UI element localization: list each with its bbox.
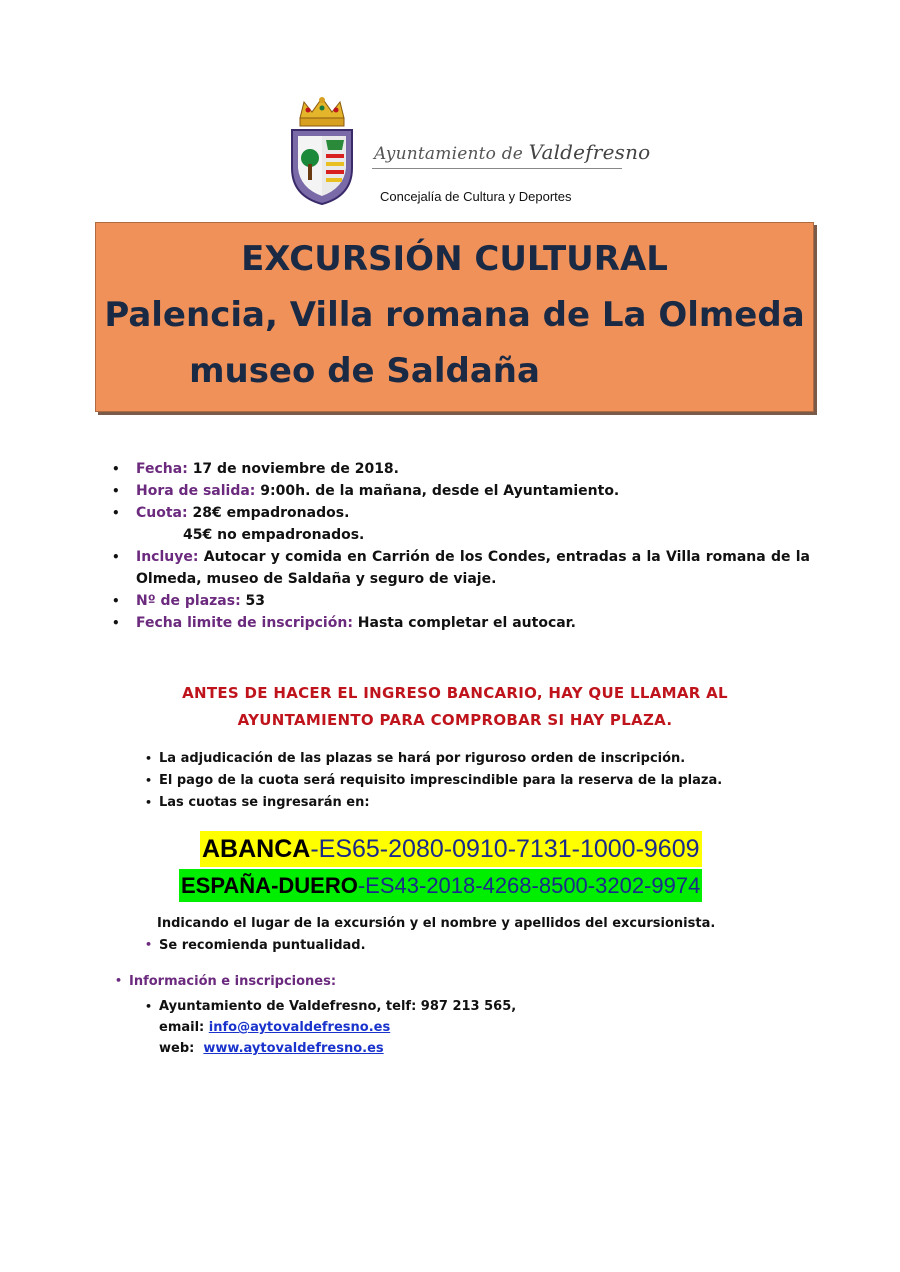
warning-line-2: AYUNTAMIENTO PARA COMPROBAR SI HAY PLAZA. [237,711,673,729]
contact-info [145,996,516,1059]
contact-phone: • Ayuntamiento de Valdefresno, telf: 987 213 565, [145,996,516,1017]
detail-fee-non-resident: 45€ no empadronados. [183,527,365,543]
email-link[interactable]: info@aytovaldefresno.es [208,1020,391,1035]
title-line-3: museo de Saldaña [189,351,540,391]
rule-item: • La adjudicación de las plazas se hará por riguroso orden de inscripción. [145,748,825,770]
rule-item: • El pago de la cuota será requisito imprescindible para la reserva de la plaza. [145,770,825,792]
header-rule [372,168,622,169]
department-name: Concejalía de Cultura y Deportes [380,189,572,204]
municipal-crest-icon [286,96,358,206]
detail-deadline: • Fecha limite de inscripción: Hasta completar el autocar. [110,612,810,634]
rule-item: • Las cuotas se ingresarán en: [145,792,825,814]
info-heading: • Información e inscripciones: [115,974,336,989]
payment-reference-note: Indicando el lugar de la excursión y el nombre y apellidos del excursionista. [157,916,716,931]
detail-fee: • Cuota: 28€ empadronados. [110,502,810,524]
contact-web: web: www.aytovaldefresno.es [159,1041,384,1056]
website-link[interactable]: www.aytovaldefresno.es [203,1041,384,1056]
title-box [95,222,814,412]
title-line-1: EXCURSIÓN CULTURAL [241,239,668,279]
bank-account-abanca: ABANCA-ES65-2080-0910-7131-1000-9609 [200,831,702,867]
detail-seats: • Nº de plazas: 53 [110,590,810,612]
contact-email: email: info@aytovaldefresno.es [159,1020,391,1035]
municipality-name: Ayuntamiento de Valdefresno [374,140,651,164]
payment-warning [95,680,815,734]
punctuality-note: • Se recomienda puntualidad. [145,938,366,953]
event-details-list [110,458,810,634]
detail-includes: • Incluye: Autocar y comida en Carrión de los Condes, entradas a la Villa romana de la Olmeda, museo de Saldaña y seguro de viaje. [110,546,810,590]
detail-departure: • Hora de salida: 9:00h. de la mañana, desde el Ayuntamiento. [110,480,810,502]
bank-account-espana-duero: ESPAÑA-DUERO-ES43-2018-4268-8500-3202-9974 [179,869,702,902]
title-line-2: Palencia, Villa romana de La Olmeda [104,295,805,335]
rules-list [145,748,825,814]
detail-date: • Fecha: 17 de noviembre de 2018. [110,458,810,480]
warning-line-1: ANTES DE HACER EL INGRESO BANCARIO, HAY QUE LLAMAR AL [182,684,728,702]
